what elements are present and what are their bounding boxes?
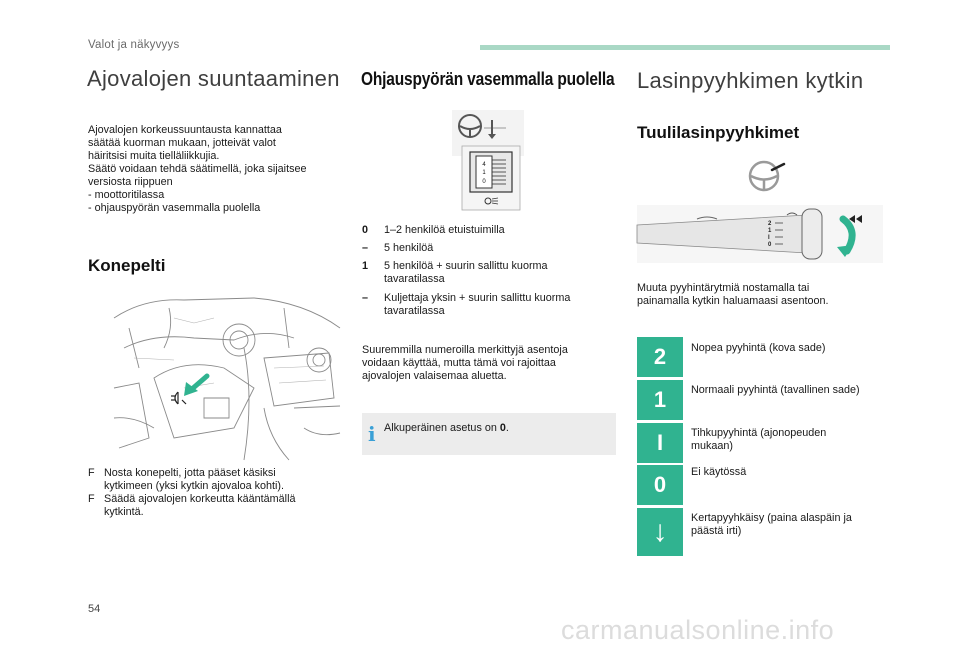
position-desc: tavaratilassa xyxy=(384,273,445,285)
step-line: kytkimeen (yksi kytkin ajovaloa kohti). xyxy=(104,480,285,492)
intro-line: versiosta riippuen xyxy=(88,176,173,188)
title-wiper-switch: Lasinpyyhkimen kytkin xyxy=(637,68,864,93)
mode-desc: mukaan) xyxy=(691,440,734,452)
svg-text:1: 1 xyxy=(768,228,772,234)
engine-bay-illustration xyxy=(114,288,340,460)
step-bullet: F xyxy=(88,467,95,479)
headlight-adjuster-dial-image xyxy=(462,146,520,210)
svg-text:2: 2 xyxy=(768,221,772,227)
intro-line: painamalla kytkin haluamaasi asentoon. xyxy=(637,295,829,307)
mode-desc: päästä irti) xyxy=(691,525,742,537)
position-desc: 5 henkilöä xyxy=(384,242,434,254)
intro-line: säätää kuorman mukaan, jotteivät valot xyxy=(88,137,276,149)
note-line: Suuremmilla numeroilla merkittyjä asentoja xyxy=(362,344,568,356)
header-accent-bar xyxy=(480,45,890,50)
intro-line: Säätö voidaan tehdä säätimellä, joka sijaitsee xyxy=(88,163,307,175)
step-bullet: F xyxy=(88,493,95,505)
mode-badge: 1 xyxy=(637,380,683,420)
info-box xyxy=(362,413,616,455)
wiper-stalk-illustration xyxy=(637,205,883,263)
intro-line: Ajovalojen korkeussuuntausta kannattaa xyxy=(88,124,282,136)
info-icon: i xyxy=(368,422,376,446)
position-desc: tavaratilassa xyxy=(384,305,445,317)
svg-text:0: 0 xyxy=(482,179,486,185)
position-desc: Kuljettaja yksin + suurin sallittu kuorma xyxy=(384,292,571,304)
mode-badge: I xyxy=(637,423,683,463)
note-line: ajovalojen valaisemaa aluetta. xyxy=(362,370,507,382)
position-desc: 5 henkilöä + suurin sallittu kuorma xyxy=(384,260,548,272)
mode-badge: 0 xyxy=(637,465,683,505)
title-left-of-steering-wheel: Ohjauspyörän vasemmalla puolella xyxy=(361,69,615,89)
info-text: Alkuperäinen asetus on 0. xyxy=(384,422,509,434)
mode-desc: Nopea pyyhintä (kova sade) xyxy=(691,342,826,354)
subtitle-windscreen-wipers: Tuulilasinpyyhkimet xyxy=(637,123,800,142)
svg-text:4: 4 xyxy=(482,162,486,168)
note-line: voidaan käyttää, mutta tämä voi rajoittaa xyxy=(362,357,556,369)
intro-line: Muuta pyyhintärytmiä nostamalla tai xyxy=(637,282,810,294)
title-headlight-adjustment: Ajovalojen suuntaaminen xyxy=(87,66,340,91)
section-label: Valot ja näkyvyys xyxy=(88,39,180,51)
watermark: carmanualsonline.info xyxy=(561,615,835,645)
mode-desc: Ei käytössä xyxy=(691,466,747,478)
step-line: Nosta konepelti, jotta pääset käsiksi xyxy=(104,467,276,479)
mode-badge: 2 xyxy=(637,337,683,377)
position-desc: 1–2 henkilöä etuistuimilla xyxy=(384,224,505,236)
intro-line: - moottoritilassa xyxy=(88,189,165,201)
mode-desc: Kertapyyhkäisy (paina alaspäin ja xyxy=(691,512,852,524)
steering-wheel-icon xyxy=(746,158,788,194)
position-key: 0 xyxy=(362,224,369,236)
mode-desc: Normaali pyyhintä (tavallinen sade) xyxy=(691,384,860,396)
svg-text:0: 0 xyxy=(768,242,772,248)
subtitle-bonnet: Konepelti xyxy=(88,256,166,275)
page-number: 54 xyxy=(88,603,101,615)
position-key: – xyxy=(362,292,369,304)
intro-line: - ohjauspyörän vasemmalla puolella xyxy=(88,202,261,214)
svg-text:1: 1 xyxy=(482,170,486,176)
position-key: – xyxy=(362,242,369,254)
step-line: Säädä ajovalojen korkeutta kääntämällä xyxy=(104,493,296,505)
position-key: 1 xyxy=(362,260,369,272)
step-line: kytkintä. xyxy=(104,506,144,518)
svg-text:I: I xyxy=(768,235,770,241)
mode-desc: Tihkupyyhintä (ajonopeuden xyxy=(691,427,827,439)
intro-line: häiritsisi muita tielläliikkujia. xyxy=(88,150,220,162)
down-arrow-badge: ↓ xyxy=(637,508,683,556)
